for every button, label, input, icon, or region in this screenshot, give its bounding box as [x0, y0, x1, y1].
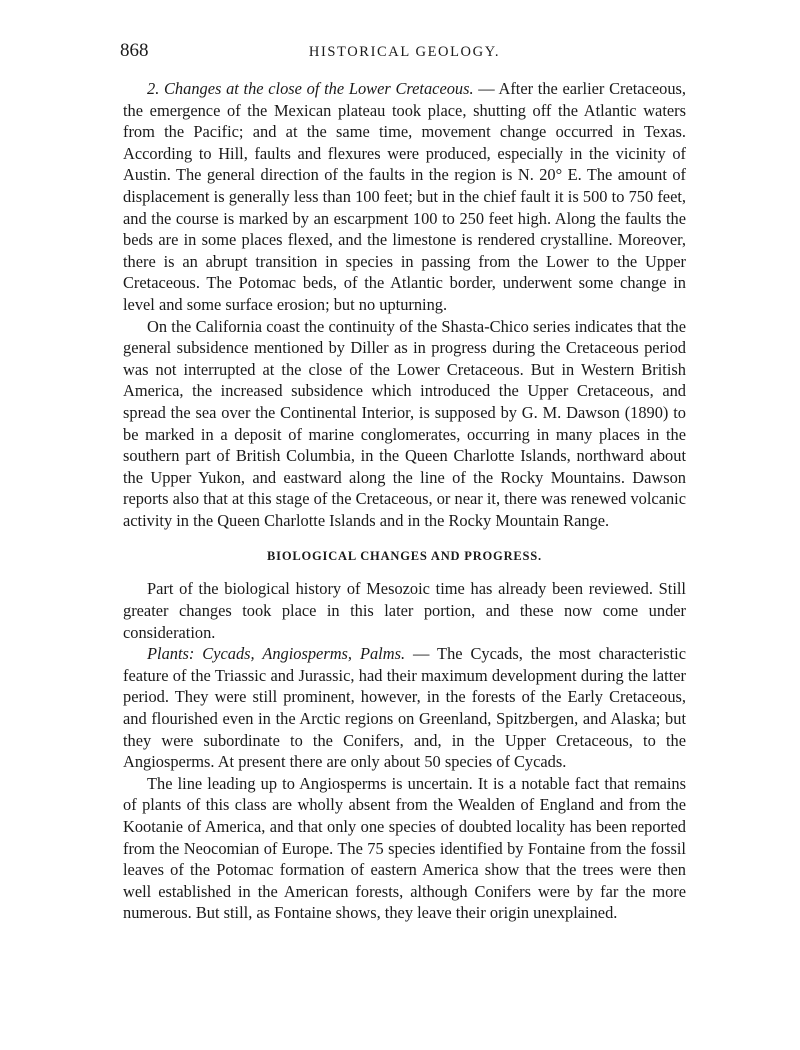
paragraph-biological-intro	[123, 578, 686, 643]
paragraph-text: — After the earlier Cretaceous, the emergence of the Mexican plateau took place, shutting off the Atlantic waters from the Pacific; and at the same time, movement change occurred in Texas. According to Hill, faults and flexures were produced, especially in the vicinity of Austin. The general direction of the faults in the region is N. 20° E. The amount of displacement is generally less than 100 feet; but in the chief fault it is 500 to 750 feet, and the course is marked by an escarpment 100 to 250 feet high. Along the faults the beds are in some places flexed, and the limestone is rendered crystalline. Moreover, there is an abrupt transition in species in passing from the Lower to the Upper Cretaceous. The Potomac beds, of the Atlantic border, underwent some change in level and some surface erosion; but no upturning.	[123, 79, 686, 314]
paragraph-text: — The Cycads, the most characteristic feature of the Triassic and Jurassic, had their maximum development during the latter period. They were still prominent, however, in the forests of the Early Cretaceous, and flourished even in the Arctic regions on Greenland, Spitzbergen, and Alaska; but they were subordinate to the Conifers, and, in the Upper Cretaceous, to the Angiosperms. At present there are only about 50 species of Cycads.	[123, 644, 686, 772]
paragraph-california	[123, 316, 686, 532]
running-head	[120, 40, 686, 68]
running-title: HISTORICAL GEOLOGY.	[308, 44, 501, 60]
paragraph-lower-cretaceous	[123, 78, 686, 316]
page-number: 868	[120, 40, 149, 61]
paragraph-label: Plants: Cycads, Angiosperms, Palms.	[147, 644, 406, 664]
paragraph-text: On the California coast the continuity of the Shasta-Chico series indicates that the general subsidence mentioned by Diller as in progress during the Cretaceous period was not interrupted at the close of the Lower Cretaceous. But in Western British America, the increased subsidence which introduced the Upper Cretaceous, and spread the sea over the Continental Interior, is supposed by G. M. Dawson (1890) to be marked in a deposit of marine conglomerates, occurring in many places in the southern part of British Columbia, in the Queen Charlotte Islands, northward about the Upper Yukon, and eastward along the line of the Rocky Mountains. Dawson reports also that at this stage of the Cretaceous, or near it, there was renewed volcanic activity in the Queen Charlotte Islands and in the Rocky Mountain Range.	[123, 316, 686, 530]
paragraph-plants	[123, 643, 686, 773]
paragraph-label: 2. Changes at the close of the Lower Cretaceous.	[147, 79, 474, 98]
paragraph-text: The line leading up to Angiosperms is uncertain. It is a notable fact that remains of plants of this class are wholly absent from the Wealden of England and from the Kootanie of America, and that only one species of doubted locality has been reported from the Neocomian of Europe. The 75 species identified by Fontaine from the fossil leaves of the Potomac formation of eastern America show that the trees were then well established in the American forests, although Conifers were by far the more numerous. But still, as Fontaine shows, they leave their origin unexplained.	[123, 773, 686, 923]
section-heading: BIOLOGICAL CHANGES AND PROGRESS.	[267, 549, 542, 564]
paragraph-angiosperms	[123, 773, 686, 924]
paragraph-text: Part of the biological history of Mesozoic time has already been reviewed. Still greater changes took place in this later portion, and these now come under consideration.	[123, 579, 686, 642]
book-page	[120, 40, 686, 924]
